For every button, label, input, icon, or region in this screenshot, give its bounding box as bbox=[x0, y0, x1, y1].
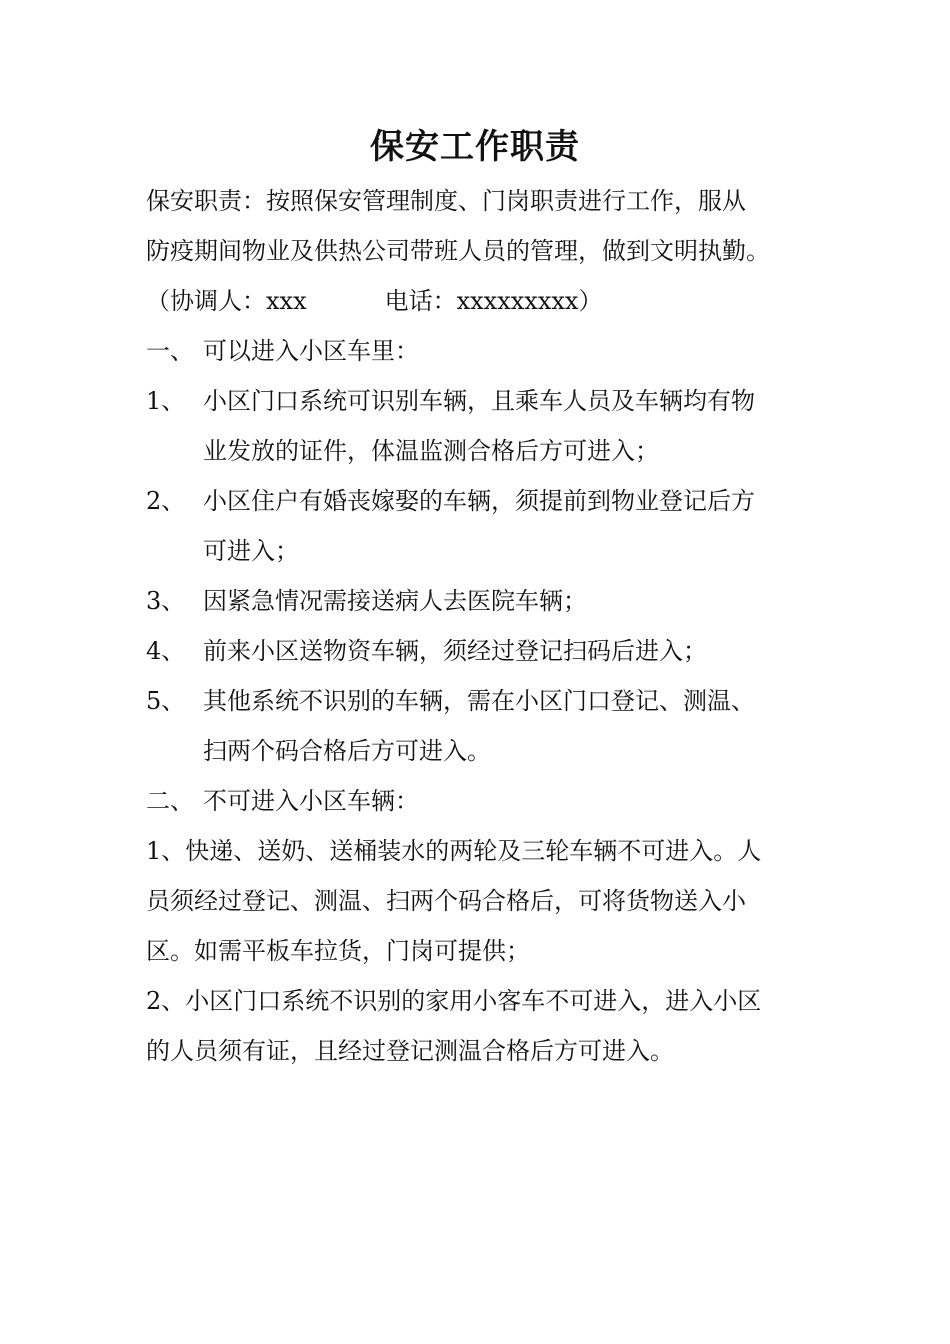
item-1-line-2: 业发放的证件，体温监测合格后方可进入； bbox=[203, 437, 659, 465]
item-2-line-2: 可进入； bbox=[203, 537, 299, 565]
document-title: 保安工作职责 bbox=[370, 127, 580, 167]
section-2-heading: 不可进入小区车辆： bbox=[203, 787, 419, 815]
section-1-marker: 一、 bbox=[146, 337, 194, 365]
section-1-heading: 可以进入小区车里： bbox=[203, 337, 419, 365]
item-1-line-1: 小区门口系统可识别车辆，且乘车人员及车辆均有物 bbox=[203, 387, 755, 415]
intro-line-1: 保安职责：按照保安管理制度、门岗职责进行工作，服从 bbox=[146, 187, 746, 215]
contact-open: （协调人： bbox=[146, 287, 266, 315]
item-2-number: 2、 bbox=[146, 487, 186, 515]
item-4-number: 4、 bbox=[146, 637, 186, 665]
item-3-number: 3、 bbox=[146, 587, 186, 615]
item-2-line-1: 小区住户有婚丧嫁娶的车辆，须提前到物业登记后方 bbox=[203, 487, 755, 515]
item-5-line-2: 扫两个码合格后方可进入。 bbox=[203, 737, 491, 765]
item-4-line-1: 前来小区送物资车辆，须经过登记扫码后进入； bbox=[203, 637, 707, 665]
contact-line bbox=[146, 284, 602, 318]
item-5-number: 5、 bbox=[146, 687, 186, 715]
paragraph-1-line-1: 1、快递、送奶、送桶装水的两轮及三轮车辆不可进入。人 bbox=[146, 837, 762, 865]
paragraph-1-line-3: 区。如需平板车拉货，门岗可提供； bbox=[146, 937, 530, 965]
section-2-marker: 二、 bbox=[146, 787, 194, 815]
phone-label: 电话： bbox=[384, 287, 457, 315]
coordinator-value: xxx bbox=[266, 287, 307, 315]
paragraph-2-line-1: 2、小区门口系统不识别的家用小客车不可进入，进入小区 bbox=[146, 987, 762, 1015]
paragraph-2-line-2: 的人员须有证，且经过登记测温合格后方可进入。 bbox=[146, 1037, 674, 1065]
item-5-line-1: 其他系统不识别的车辆，需在小区门口登记、测温、 bbox=[203, 687, 755, 715]
item-1-number: 1、 bbox=[146, 387, 186, 415]
item-3-line-1: 因紧急情况需接送病人去医院车辆； bbox=[203, 587, 587, 615]
contact-close: ） bbox=[578, 287, 603, 315]
phone-value: xxxxxxxxx bbox=[456, 287, 579, 315]
intro-line-2: 防疫期间物业及供热公司带班人员的管理，做到文明执勤。 bbox=[146, 237, 770, 265]
paragraph-1-line-2: 员须经过登记、测温、扫两个码合格后，可将货物送入小 bbox=[146, 887, 746, 915]
